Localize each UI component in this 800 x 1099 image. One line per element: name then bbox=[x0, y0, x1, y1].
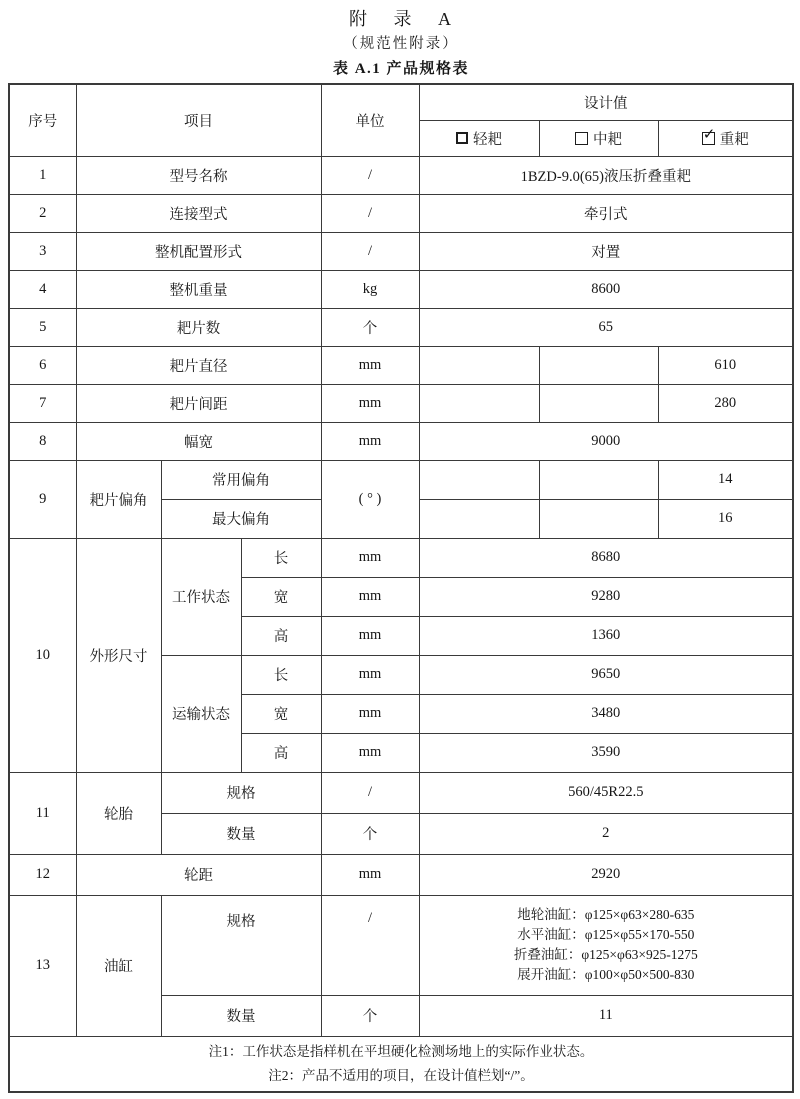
checkbox-unchecked-icon bbox=[575, 132, 588, 145]
cell-value: 8680 bbox=[419, 538, 793, 577]
cell-unit: mm bbox=[321, 854, 419, 895]
cell-sub-item: 常用偏角 bbox=[161, 460, 321, 499]
cell-item: 耙片间距 bbox=[76, 384, 321, 422]
cell-value-medium bbox=[539, 460, 658, 499]
cell-item: 幅宽 bbox=[76, 422, 321, 460]
cell-no: 9 bbox=[9, 460, 76, 538]
cell-sub-item: 数量 bbox=[161, 995, 321, 1036]
cell-value-cylinders bbox=[419, 895, 793, 995]
cell-unit: / bbox=[321, 772, 419, 813]
cell-value-heavy: 14 bbox=[658, 460, 793, 499]
cell-item: 耙片数 bbox=[76, 308, 321, 346]
cell-value: 9280 bbox=[419, 577, 793, 616]
note-line-1: 注1：工作状态是指样机在平坦硬化检测场地上的实际作业状态。 bbox=[208, 1043, 594, 1059]
cell-value-medium bbox=[539, 346, 658, 384]
cell-unit: 个 bbox=[321, 813, 419, 854]
cell-value: 3590 bbox=[419, 733, 793, 772]
cell-no: 6 bbox=[9, 346, 76, 384]
table-row bbox=[9, 156, 793, 194]
cell-value-heavy: 280 bbox=[658, 384, 793, 422]
cell-unit: kg bbox=[321, 270, 419, 308]
table-row bbox=[9, 460, 793, 499]
cell-value: 牵引式 bbox=[419, 194, 793, 232]
checkbox-unchecked-icon bbox=[456, 132, 468, 144]
table-row bbox=[9, 346, 793, 384]
cell-item: 外形尺寸 bbox=[76, 538, 161, 772]
cell-unit: ( ° ) bbox=[321, 460, 419, 538]
cell-value: 8600 bbox=[419, 270, 793, 308]
cell-state-group: 工作状态 bbox=[161, 538, 241, 655]
cell-item: 整机配置形式 bbox=[76, 232, 321, 270]
cylinder-spec-line: 折叠油缸：φ125×φ63×925-1275 bbox=[513, 947, 698, 962]
cell-dimension: 高 bbox=[241, 616, 321, 655]
check-icon: ✓ bbox=[702, 124, 716, 143]
cell-unit: / bbox=[321, 194, 419, 232]
cylinder-spec-line: 展开油缸：φ100×φ50×500-830 bbox=[517, 967, 695, 982]
cell-dimension: 宽 bbox=[241, 577, 321, 616]
cell-unit: 个 bbox=[321, 308, 419, 346]
cell-value-medium bbox=[539, 499, 658, 538]
variant-cell-heavy bbox=[658, 120, 793, 156]
cell-unit: mm bbox=[321, 538, 419, 577]
cell-no: 7 bbox=[9, 384, 76, 422]
table-row bbox=[9, 895, 793, 995]
cell-value: 2920 bbox=[419, 854, 793, 895]
cell-no: 5 bbox=[9, 308, 76, 346]
cell-dimension: 长 bbox=[241, 538, 321, 577]
cell-value-medium bbox=[539, 384, 658, 422]
cell-sub-item: 规格 bbox=[161, 772, 321, 813]
title-block bbox=[0, 0, 800, 79]
notes-cell bbox=[9, 1036, 793, 1092]
cell-value: 3480 bbox=[419, 694, 793, 733]
cell-dimension: 高 bbox=[241, 733, 321, 772]
variant-label-heavy: 重耙 bbox=[719, 131, 749, 148]
cell-unit: / bbox=[321, 895, 419, 995]
cell-no: 8 bbox=[9, 422, 76, 460]
variant-cell-light bbox=[419, 120, 539, 156]
table-row bbox=[9, 538, 793, 577]
cylinder-spec-line: 地轮油缸：φ125×φ63×280-635 bbox=[517, 907, 695, 922]
table-caption: 表 A.1 产品规格表 bbox=[332, 61, 470, 77]
cell-no: 1 bbox=[9, 156, 76, 194]
note-line-2: 注2：产品不适用的项目，在设计值栏划“/”。 bbox=[268, 1067, 534, 1083]
cell-no: 12 bbox=[9, 854, 76, 895]
cell-unit: mm bbox=[321, 422, 419, 460]
cell-state-group: 运输状态 bbox=[161, 655, 241, 772]
cell-sub-item: 数量 bbox=[161, 813, 321, 854]
cell-no: 13 bbox=[9, 895, 76, 1036]
cell-value-light bbox=[419, 384, 539, 422]
cell-no: 3 bbox=[9, 232, 76, 270]
cell-dimension: 长 bbox=[241, 655, 321, 694]
table-row bbox=[9, 422, 793, 460]
cell-item: 整机重量 bbox=[76, 270, 321, 308]
cell-item: 轮距 bbox=[76, 854, 321, 895]
cell-item: 连接型式 bbox=[76, 194, 321, 232]
cell-item: 耙片偏角 bbox=[76, 460, 161, 538]
table-row bbox=[9, 194, 793, 232]
cell-unit: mm bbox=[321, 577, 419, 616]
header-cell-no: 序号 bbox=[9, 84, 76, 156]
cell-value: 65 bbox=[419, 308, 793, 346]
cell-dimension: 宽 bbox=[241, 694, 321, 733]
cell-unit: mm bbox=[321, 616, 419, 655]
cylinder-spec-line: 水平油缸：φ125×φ55×170-550 bbox=[517, 927, 695, 942]
table-row bbox=[9, 232, 793, 270]
cell-no: 4 bbox=[9, 270, 76, 308]
cell-value: 9650 bbox=[419, 655, 793, 694]
cell-unit: 个 bbox=[321, 995, 419, 1036]
header-row-1 bbox=[9, 84, 793, 120]
cell-value-light bbox=[419, 499, 539, 538]
header-cell-unit: 单位 bbox=[321, 84, 419, 156]
cell-no: 10 bbox=[9, 538, 76, 772]
cell-unit: / bbox=[321, 232, 419, 270]
cell-sub-item: 规格 bbox=[161, 895, 321, 995]
cell-value: 1BZD-9.0(65)液压折叠重耙 bbox=[419, 156, 793, 194]
table-row bbox=[9, 384, 793, 422]
appendix-subtitle: （规范性附录） bbox=[343, 36, 459, 52]
variant-cell-medium bbox=[539, 120, 658, 156]
cell-unit: mm bbox=[321, 346, 419, 384]
variant-label-medium: 中耙 bbox=[593, 131, 623, 148]
cell-value: 560/45R22.5 bbox=[419, 772, 793, 813]
cell-unit: mm bbox=[321, 655, 419, 694]
cell-unit: mm bbox=[321, 384, 419, 422]
table-row bbox=[9, 772, 793, 813]
cell-value-light bbox=[419, 460, 539, 499]
product-spec-table bbox=[8, 83, 794, 1093]
cell-unit: / bbox=[321, 156, 419, 194]
cell-value-heavy: 16 bbox=[658, 499, 793, 538]
cell-unit: mm bbox=[321, 733, 419, 772]
cell-value: 1360 bbox=[419, 616, 793, 655]
cell-item: 耙片直径 bbox=[76, 346, 321, 384]
cell-item: 型号名称 bbox=[76, 156, 321, 194]
cell-no: 2 bbox=[9, 194, 76, 232]
variant-label-light: 轻耙 bbox=[473, 131, 503, 148]
cell-value: 9000 bbox=[419, 422, 793, 460]
checkbox-checked-icon bbox=[702, 124, 716, 145]
cell-value-heavy: 610 bbox=[658, 346, 793, 384]
table-row bbox=[9, 308, 793, 346]
cell-item: 油缸 bbox=[76, 895, 161, 1036]
header-cell-design-value: 设计值 bbox=[419, 84, 793, 120]
cell-value-light bbox=[419, 346, 539, 384]
appendix-title: 附 录 A bbox=[349, 9, 462, 29]
cell-value: 2 bbox=[419, 813, 793, 854]
cell-no: 11 bbox=[9, 772, 76, 854]
cell-item: 轮胎 bbox=[76, 772, 161, 854]
cell-unit: mm bbox=[321, 694, 419, 733]
header-cell-item: 项目 bbox=[76, 84, 321, 156]
cell-sub-item: 最大偏角 bbox=[161, 499, 321, 538]
table-row bbox=[9, 270, 793, 308]
cell-value: 对置 bbox=[419, 232, 793, 270]
table-row bbox=[9, 854, 793, 895]
notes-row bbox=[9, 1036, 793, 1092]
cell-value: 11 bbox=[419, 995, 793, 1036]
